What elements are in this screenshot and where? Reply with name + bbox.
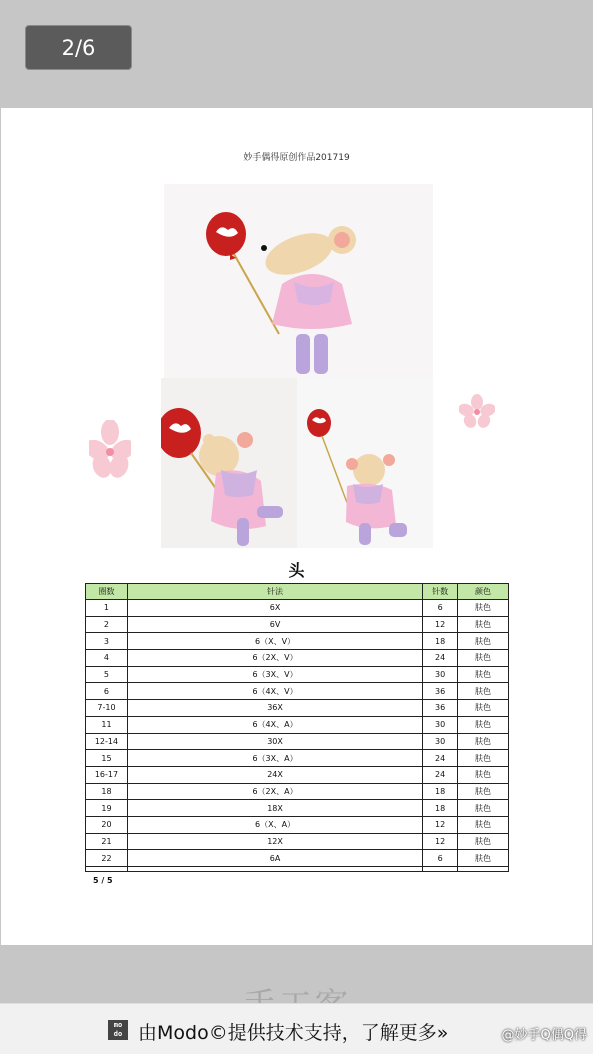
table-cell: 肤色 [458,816,509,833]
column-header: 针数 [423,584,458,600]
mouse-photo-main [164,184,433,378]
table-cell: 21 [86,833,128,850]
mouse-photo-right [297,378,433,548]
table-cell: 6（X、V） [127,633,422,650]
table-cell: 肤色 [458,716,509,733]
table-cell: 6 [423,850,458,867]
table-cell: 肤色 [458,833,509,850]
table-row [86,833,509,850]
table-cell: 36 [423,700,458,717]
table-cell: 肤色 [458,633,509,650]
table-cell: 7-10 [86,700,128,717]
table-row [86,650,509,667]
section-title: 头 [288,561,305,580]
mouse-illustration-right [297,378,433,548]
page-indicator[interactable]: 2/6 [25,25,132,70]
table-cell: 30 [423,666,458,683]
document-page [1,108,592,945]
table-cell: 肤色 [458,766,509,783]
table-cell: 6 [423,600,458,617]
table-cell: 6（2X、V） [127,650,422,667]
table-cell: 6 [86,683,128,700]
table-row [86,850,509,867]
table-cell: 6V [127,616,422,633]
table-cell: 1 [86,600,128,617]
table-cell-empty [423,867,458,872]
table-cell: 18 [423,633,458,650]
table-cell: 30 [423,733,458,750]
table-cell: 12X [127,833,422,850]
table-cell: 18X [127,800,422,817]
table-cell: 24X [127,766,422,783]
table-cell: 12 [423,833,458,850]
table-row [86,766,509,783]
table-cell: 3 [86,633,128,650]
table-row [86,683,509,700]
footer-bar[interactable] [0,1003,593,1054]
stitch-table [85,583,509,872]
table-row [86,600,509,617]
table-cell: 6（3X、A） [127,750,422,767]
table-row [86,733,509,750]
table-cell: 24 [423,650,458,667]
table-cell-empty [458,867,509,872]
table-cell: 6A [127,850,422,867]
table-cell: 24 [423,766,458,783]
table-row [86,700,509,717]
table-cell: 6（3X、V） [127,666,422,683]
table-cell: 18 [86,783,128,800]
table-cell: 15 [86,750,128,767]
table-cell: 肤色 [458,666,509,683]
table-cell: 30 [423,716,458,733]
modo-logo-icon: mo do [108,1020,128,1040]
table-cell: 11 [86,716,128,733]
table-row-empty [86,867,509,872]
table-cell: 20 [86,816,128,833]
mouse-photo-left [161,378,297,548]
viewer-topbar [0,0,593,108]
footer-credit: @妙手Q偶Q得 [501,1028,587,1043]
table-cell: 12-14 [86,733,128,750]
footer-link-text[interactable]: 由Modo©提供技术支持，了解更多» [138,1022,449,1044]
table-cell: 肤色 [458,650,509,667]
page-number: 5 / 5 [93,876,113,885]
table-cell: 4 [86,650,128,667]
table-cell: 6（2X、A） [127,783,422,800]
column-header: 圈数 [86,584,128,600]
table-cell: 36X [127,700,422,717]
mouse-illustration-left [161,378,297,548]
table-cell: 肤色 [458,800,509,817]
table-cell: 肤色 [458,616,509,633]
table-cell: 12 [423,816,458,833]
document-header: 妙手偶得原创作品201719 [243,153,350,163]
table-cell: 肤色 [458,600,509,617]
table-row [86,616,509,633]
mouse-illustration-main [164,184,433,378]
table-cell: 5 [86,666,128,683]
column-header: 针法 [127,584,422,600]
table-cell: 6（4X、V） [127,683,422,700]
table-row [86,666,509,683]
table-cell: 肤色 [458,683,509,700]
table-row [86,816,509,833]
table-cell: 肤色 [458,750,509,767]
table-cell-empty [86,867,128,872]
table-row [86,716,509,733]
table-row [86,633,509,650]
column-header: 颜色 [458,584,509,600]
sakura-flower-icon [89,420,131,478]
table-cell: 16-17 [86,766,128,783]
sakura-flower-icon [459,394,495,428]
table-cell: 12 [423,616,458,633]
table-header-row [86,584,509,600]
table-row [86,800,509,817]
table-cell: 肤色 [458,783,509,800]
table-row [86,750,509,767]
table-cell: 6（4X、A） [127,716,422,733]
stitch-table-body [86,600,509,872]
table-cell-empty [127,867,422,872]
table-cell: 36 [423,683,458,700]
table-cell: 肤色 [458,733,509,750]
table-cell: 肤色 [458,850,509,867]
table-cell: 22 [86,850,128,867]
table-cell: 18 [423,800,458,817]
table-cell: 19 [86,800,128,817]
table-cell: 2 [86,616,128,633]
table-cell: 6X [127,600,422,617]
table-cell: 24 [423,750,458,767]
table-cell: 30X [127,733,422,750]
table-cell: 6（X、A） [127,816,422,833]
table-cell: 肤色 [458,700,509,717]
table-cell: 18 [423,783,458,800]
table-row [86,783,509,800]
